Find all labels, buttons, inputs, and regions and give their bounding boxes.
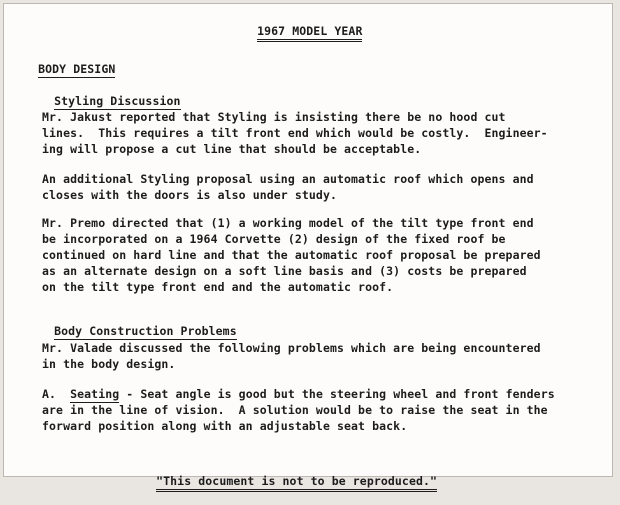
text-line: ing will propose a cut line that should be acceptable. xyxy=(42,142,422,156)
seating-label: Seating xyxy=(70,387,120,401)
document-title-block xyxy=(229,7,362,55)
reproduction-notice: "This document is not to be reproduced." xyxy=(156,474,437,492)
document-title: 1967 MODEL YEAR xyxy=(257,24,362,42)
text-line: Mr. Jakust reported that Styling is insisting there be no hood cut xyxy=(42,110,506,124)
text-line: on the tilt type front end and the automatic roof. xyxy=(42,280,394,294)
text-line: closes with the doors is also under study. xyxy=(42,188,337,202)
text-line: forward position along with an adjustable seat back. xyxy=(42,419,408,433)
reproduction-notice-block xyxy=(128,457,437,505)
text-line: as an alternate design on a soft line basis and (3) costs be prepared xyxy=(42,264,527,278)
styling-paragraph-1 xyxy=(42,109,608,157)
text-line: be incorporated on a 1964 Corvette (2) design of the fixed roof be xyxy=(42,232,506,246)
text-line: are in the line of vision. A solution would be to raise the seat in the xyxy=(42,403,548,417)
text-line: An additional Styling proposal using an automatic roof which opens and xyxy=(42,172,534,186)
construction-heading: Body Construction Problems xyxy=(54,324,237,338)
text-line: in the body design. xyxy=(42,357,176,371)
document-page xyxy=(3,3,613,488)
seating-item xyxy=(42,386,608,434)
styling-paragraph-3 xyxy=(42,215,608,295)
styling-heading: Styling Discussion xyxy=(54,94,181,108)
seating-prefix: A. xyxy=(42,387,71,401)
text-line: Mr. Valade discussed the following problems which are being encountered xyxy=(42,341,541,355)
styling-paragraph-2 xyxy=(42,171,608,203)
text-line: lines. This requires a tilt front end which would be costly. Engineer- xyxy=(42,126,548,140)
seating-first-line xyxy=(42,386,608,402)
seating-line1-rest: - Seat angle is good but the steering wheel and front fenders xyxy=(119,387,555,401)
construction-paragraph-1 xyxy=(42,340,608,372)
text-line: Mr. Premo directed that (1) a working model of the tilt type front end xyxy=(42,216,534,230)
text-line: continued on hard line and that the automatic roof proposal be prepared xyxy=(42,248,541,262)
section-heading: BODY DESIGN xyxy=(38,62,116,76)
